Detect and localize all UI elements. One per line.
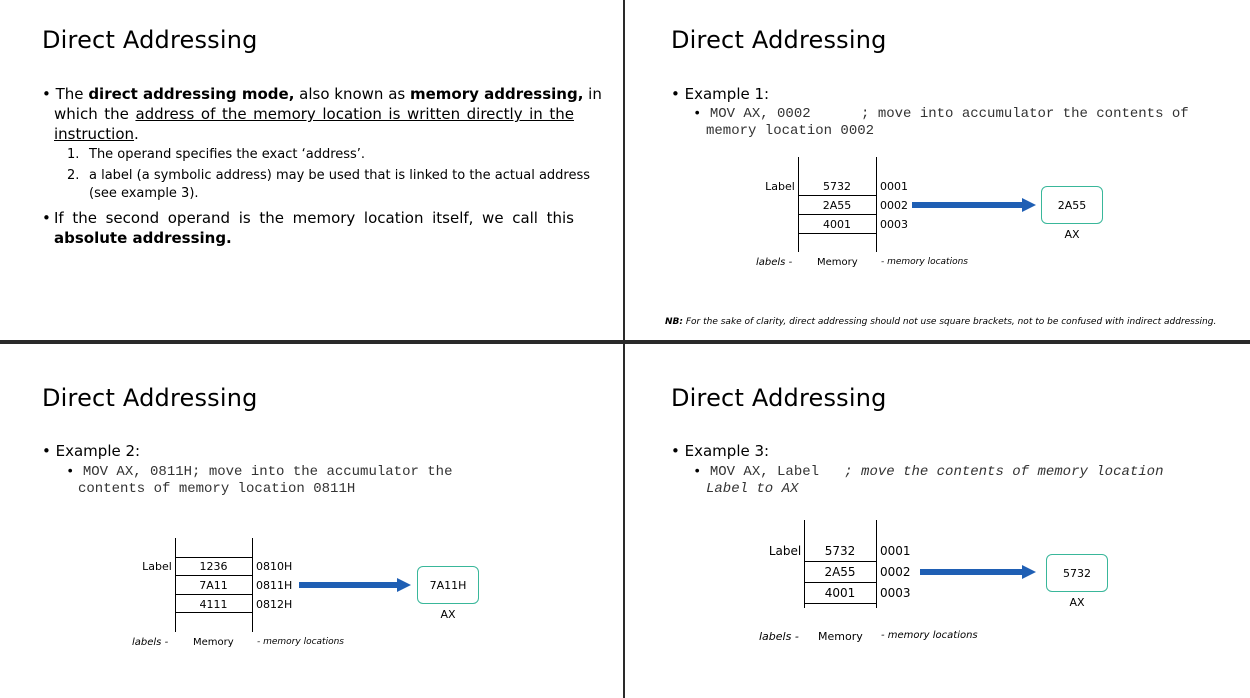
memory-address: 0002	[880, 199, 908, 212]
slide-1	[0, 0, 623, 340]
locations-caption: - memory locations	[257, 637, 344, 647]
code-text: MOV AX, 0002 ; move into accumulator the contents of	[709, 106, 1189, 122]
numbered-item-2	[67, 167, 591, 185]
bullet-dot: •	[671, 85, 680, 103]
memory-address: 0001	[880, 544, 911, 558]
code-line-2	[706, 481, 798, 498]
text: which the	[54, 105, 136, 123]
ax-register: 7A11H	[417, 566, 479, 604]
labels-caption: labels -	[132, 637, 169, 648]
example-heading	[671, 84, 769, 104]
locations-caption: - memory locations	[881, 257, 968, 267]
item-text: a label (a symbolic address) may be used that is linked to the actual address	[89, 168, 591, 183]
example-label: Example 3:	[684, 442, 770, 460]
bullet-2-line-1: If the second operand is the memory location itself, we call this	[54, 209, 574, 227]
bullet-dot: •	[693, 106, 702, 122]
label-tag: Label	[765, 180, 795, 193]
example-heading	[671, 441, 769, 461]
memory-cell: 4111	[199, 598, 228, 611]
slide-4	[625, 344, 1250, 698]
arrow-head	[397, 578, 411, 592]
arrow-shaft	[299, 582, 399, 588]
slide-2	[625, 0, 1250, 340]
memory-address: 0810H	[256, 560, 293, 573]
nb-text: For the sake of clarity, direct addressing should not use square brackets, not to be confused with indirect addressing.	[683, 317, 1217, 327]
arrow-head	[1022, 565, 1036, 579]
bullet-dot: •	[671, 442, 680, 460]
bullet-dot: •	[42, 85, 51, 103]
memory-right-border	[876, 520, 877, 608]
memory-caption: Memory	[818, 630, 863, 643]
code-line-1	[693, 464, 1164, 481]
label-tag: Label	[768, 544, 802, 558]
memory-cell: 1236	[199, 560, 228, 573]
ax-register: 2A55	[1041, 186, 1103, 224]
code-text: MOV AX, 0811H; move into the accumulator the	[82, 464, 453, 480]
bullet-dot: •	[42, 442, 51, 460]
memory-right-border	[876, 157, 877, 252]
code-line-1	[693, 106, 1189, 123]
code-line-2: contents of memory location 0811H	[78, 481, 356, 497]
memory-cell: 4001	[823, 218, 851, 231]
bold-term: direct addressing mode,	[88, 85, 295, 103]
memory-address: 0003	[880, 586, 911, 600]
row-divider	[798, 214, 877, 215]
row-divider	[175, 612, 253, 613]
bullet-1-line-3	[54, 124, 139, 144]
bullet-1-line-1	[42, 84, 602, 104]
row-divider	[804, 561, 877, 562]
bullet-dot: •	[693, 464, 702, 480]
slide-title: Direct Addressing	[671, 26, 887, 54]
code-text: MOV AX, Label	[709, 464, 845, 480]
row-divider	[798, 233, 877, 234]
memory-address: 0811H	[256, 579, 293, 592]
item-number: 1.	[67, 147, 80, 162]
code-comment: Label to AX	[706, 481, 799, 497]
memory-cell: 7A11	[199, 579, 228, 592]
slide-3	[0, 344, 623, 698]
code-line-1	[66, 464, 452, 481]
example-label: Example 1:	[684, 85, 770, 103]
bullet-dot: •	[66, 464, 75, 480]
memory-caption: Memory	[193, 637, 234, 648]
code-comment: ; move the contents of memory location	[844, 464, 1164, 480]
memory-caption: Memory	[817, 257, 858, 268]
labels-caption: labels -	[756, 257, 793, 268]
nb-label: NB:	[665, 317, 683, 327]
underlined-text: address of the memory location is written directly in the	[135, 105, 574, 123]
horizontal-divider	[0, 340, 1250, 344]
vertical-divider	[623, 0, 625, 698]
item-text: The operand specifies the exact ‘address’.	[89, 147, 366, 162]
row-divider	[804, 603, 877, 604]
row-divider	[804, 582, 877, 583]
slide-title: Direct Addressing	[42, 384, 258, 412]
arrow-head	[1022, 198, 1036, 212]
memory-right-border	[252, 538, 253, 632]
bullet-1-line-2	[54, 104, 574, 124]
ax-register: 5732	[1046, 554, 1108, 592]
memory-cell: 5732	[823, 180, 851, 193]
label-tag: Label	[142, 560, 172, 573]
bullet-2-dot: •	[42, 209, 51, 227]
example-label: Example 2:	[55, 442, 141, 460]
row-divider	[798, 195, 877, 196]
ax-label: AX	[1069, 596, 1085, 609]
example-heading	[42, 441, 140, 461]
memory-address: 0812H	[256, 598, 293, 611]
memory-address: 0003	[880, 218, 908, 231]
text: The	[55, 85, 89, 103]
item-number: 2.	[67, 168, 80, 183]
text: .	[134, 125, 139, 143]
slide-title: Direct Addressing	[42, 26, 258, 54]
row-divider	[175, 575, 253, 576]
ax-label: AX	[1064, 228, 1080, 241]
row-divider	[175, 594, 253, 595]
row-divider	[175, 557, 253, 558]
text: also known as	[294, 85, 410, 103]
nb-note	[665, 317, 1216, 327]
labels-caption: labels -	[759, 630, 799, 643]
memory-address: 0001	[880, 180, 908, 193]
slide-title: Direct Addressing	[671, 384, 887, 412]
underlined-text: instruction	[54, 125, 135, 143]
bullet-2-line-2: absolute addressing.	[54, 229, 232, 247]
ax-label: AX	[440, 608, 456, 621]
bold-term: memory addressing,	[409, 85, 584, 103]
text: in	[583, 85, 602, 103]
arrow-shaft	[912, 202, 1024, 208]
arrow-shaft	[920, 569, 1024, 575]
item-text-continued: (see example 3).	[89, 186, 199, 201]
memory-cell: 2A55	[824, 565, 856, 579]
memory-cell: 4001	[824, 586, 856, 600]
memory-cell: 2A55	[822, 199, 852, 212]
code-line-2: memory location 0002	[706, 123, 875, 139]
memory-address: 0002	[880, 565, 911, 579]
memory-cell: 5732	[824, 544, 856, 558]
locations-caption: - memory locations	[881, 630, 978, 641]
numbered-item-1	[67, 146, 366, 164]
